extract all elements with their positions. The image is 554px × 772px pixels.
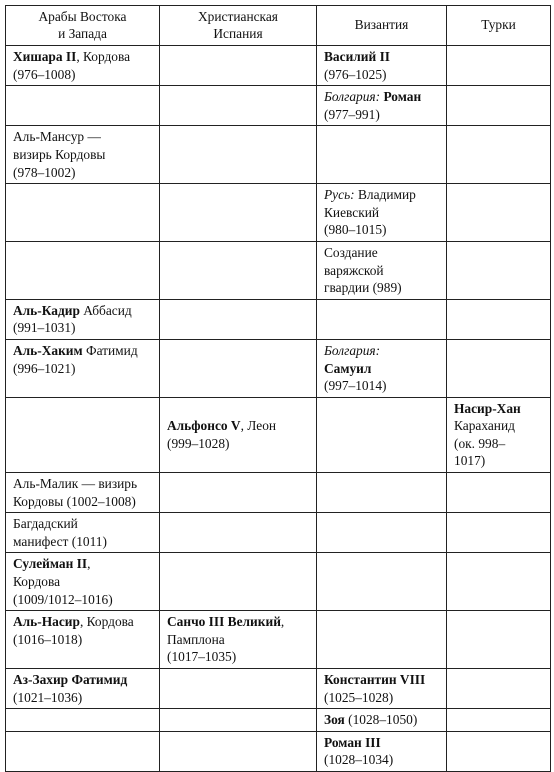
cell-byzantium [317,709,447,732]
cell-spain [160,611,317,669]
cell-spain [160,184,317,242]
cell-spain [160,86,317,126]
cell-text-bold: Санчо III Великий [167,614,281,630]
cell-arabs [6,339,160,397]
cell-arabs [6,731,160,771]
table-row [6,339,551,397]
cell-text-rest: Аббасид (991–1031) [13,302,132,336]
cell-text-rest: Создание варяжской гвардии (989) [324,244,402,296]
cell-turks [447,709,551,732]
cell-byzantium [317,513,447,553]
cell-turks [447,611,551,669]
cell-spain [160,397,317,472]
cell-text-bold: Зоя [324,712,345,728]
cell-text-bold: Василий II [324,49,390,64]
table-row [6,184,551,242]
table-body [6,46,551,772]
cell-text-rest: , Кордова (1016–1018) [13,614,134,647]
chronology-table [5,5,551,772]
table-header [6,6,551,46]
cell-text-rest: (977–991) [324,106,380,122]
cell-arabs [6,46,160,86]
header-spain: Христианская Испания [160,6,317,46]
cell-text-rest: , Кордова (1009/1012–1016) [13,556,113,607]
cell-text-rest: Владимир Киевский (980–1015) [324,187,416,238]
cell-spain [160,709,317,732]
table-row [6,709,551,732]
cell-spain [160,339,317,397]
cell-turks [447,339,551,397]
cell-text-rest: (1021–1036) [13,689,83,705]
cell-spain [160,513,317,553]
header-arabs: Арабы Востока и Запада [6,6,160,46]
cell-arabs [6,709,160,732]
cell-text-bold: Насир-Хан [454,400,521,416]
header-row [6,6,551,46]
cell-turks [447,513,551,553]
cell-text-rest: , Памплона (1017–1035) [167,614,285,665]
table-row [6,126,551,184]
cell-turks [447,241,551,299]
cell-text-bold: Роман [380,89,422,105]
cell-text-rest: (997–1014) [324,378,387,394]
table-row [6,46,551,86]
cell-text-rest: Караханид (ок. 998– 1017) [454,418,515,469]
cell-byzantium [317,86,447,126]
cell-text-italic: Болгария: [324,89,381,105]
cell-spain [160,126,317,184]
table-row [6,611,551,669]
cell-byzantium [317,46,447,86]
cell-text-rest: (976–1025) [324,66,387,82]
cell-text-bold: Константин VIII [324,672,426,687]
table-row [6,513,551,553]
cell-byzantium [317,669,447,709]
table-row [6,473,551,513]
cell-turks [447,299,551,339]
cell-text-rest: , Леон (999–1028) [167,418,277,451]
cell-text-bold: Аль-Кадир [13,302,80,318]
cell-turks [447,669,551,709]
cell-text-rest: (1028–1050) [344,712,418,728]
cell-spain [160,731,317,771]
cell-arabs [6,241,160,299]
cell-arabs [6,397,160,472]
cell-arabs [6,126,160,184]
cell-arabs [6,473,160,513]
cell-byzantium [317,184,447,242]
cell-spain [160,473,317,513]
cell-text-rest: (1028–1034) [324,752,394,768]
table-row [6,731,551,771]
cell-arabs [6,299,160,339]
cell-spain [160,241,317,299]
cell-text-bold: Роман III [324,734,381,750]
cell-spain [160,553,317,611]
cell-arabs [6,184,160,242]
cell-turks [447,46,551,86]
cell-text-italic: Русь: [324,187,355,203]
cell-text-rest: Фатимид (996–1021) [13,342,138,376]
cell-spain [160,299,317,339]
cell-text-bold: Аль-Хаким [13,342,83,358]
table-row [6,397,551,472]
cell-arabs [6,611,160,669]
cell-byzantium [317,339,447,397]
cell-arabs [6,553,160,611]
cell-arabs [6,513,160,553]
table-row [6,669,551,709]
table-row [6,86,551,126]
table-row [6,241,551,299]
cell-turks [447,86,551,126]
table-row [6,553,551,611]
cell-text-bold: Альфонсо V [167,418,241,434]
cell-turks [447,397,551,472]
cell-turks [447,731,551,771]
cell-byzantium [317,241,447,299]
cell-text-bold: Хишара II [13,49,77,64]
table-row [6,299,551,339]
cell-text-rest: , Кордова (976–1008) [13,49,131,82]
cell-byzantium [317,611,447,669]
cell-text-rest: (1025–1028) [324,689,394,705]
cell-spain [160,46,317,86]
cell-arabs [6,669,160,709]
cell-text-italic: Болгария: [324,342,381,358]
cell-byzantium [317,397,447,472]
cell-spain [160,669,317,709]
cell-text-bold: Самуил [324,360,372,376]
cell-text-rest: Багдадский манифест (1011) [13,516,107,549]
cell-byzantium [317,473,447,513]
cell-byzantium [317,731,447,771]
cell-turks [447,473,551,513]
cell-arabs [6,86,160,126]
cell-byzantium [317,299,447,339]
cell-turks [447,184,551,242]
cell-text-rest: Аль-Малик — визирь Кордовы (1002–1008) [13,476,138,509]
cell-byzantium [317,126,447,184]
cell-turks [447,126,551,184]
cell-text-bold: Аз-Захир Фатимид [13,672,128,687]
cell-byzantium [317,553,447,611]
cell-text-rest: Аль-Мансур — визирь Кордовы (978–1002) [13,129,106,180]
cell-turks [447,553,551,611]
header-byzantium: Византия [317,6,447,46]
header-turks: Турки [447,6,551,46]
cell-text-bold: Сулейман II [13,556,88,572]
cell-text-bold: Аль-Насир [13,614,80,630]
